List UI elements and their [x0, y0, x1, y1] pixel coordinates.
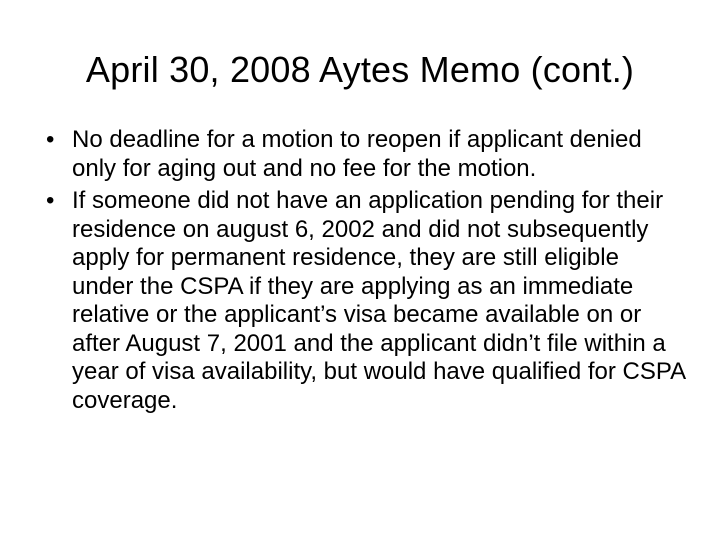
bullet-icon: •: [46, 126, 55, 153]
bullet-text: If someone did not have an application pending for their residence on august 6, 2002 and did not subsequently apply for permanent residence, they are still eligible under the CSPA if they are applying as an immediate relative or the applicant’s visa became available on or after August 7, 2001 and the applicant didn’t file within a year of visa availability, but would have qualified for CSPA coverage.: [72, 187, 685, 414]
bullet-item-eligibility: [46, 187, 686, 415]
slide-title: April 30, 2008 Aytes Memo (cont.): [85, 49, 635, 90]
bullet-icon: •: [46, 187, 55, 214]
bullet-list: [46, 126, 686, 419]
bullet-item-deadline: [46, 126, 686, 183]
bullet-text: No deadline for a motion to reopen if applicant denied only for aging out and no fee for the motion.: [72, 126, 642, 182]
